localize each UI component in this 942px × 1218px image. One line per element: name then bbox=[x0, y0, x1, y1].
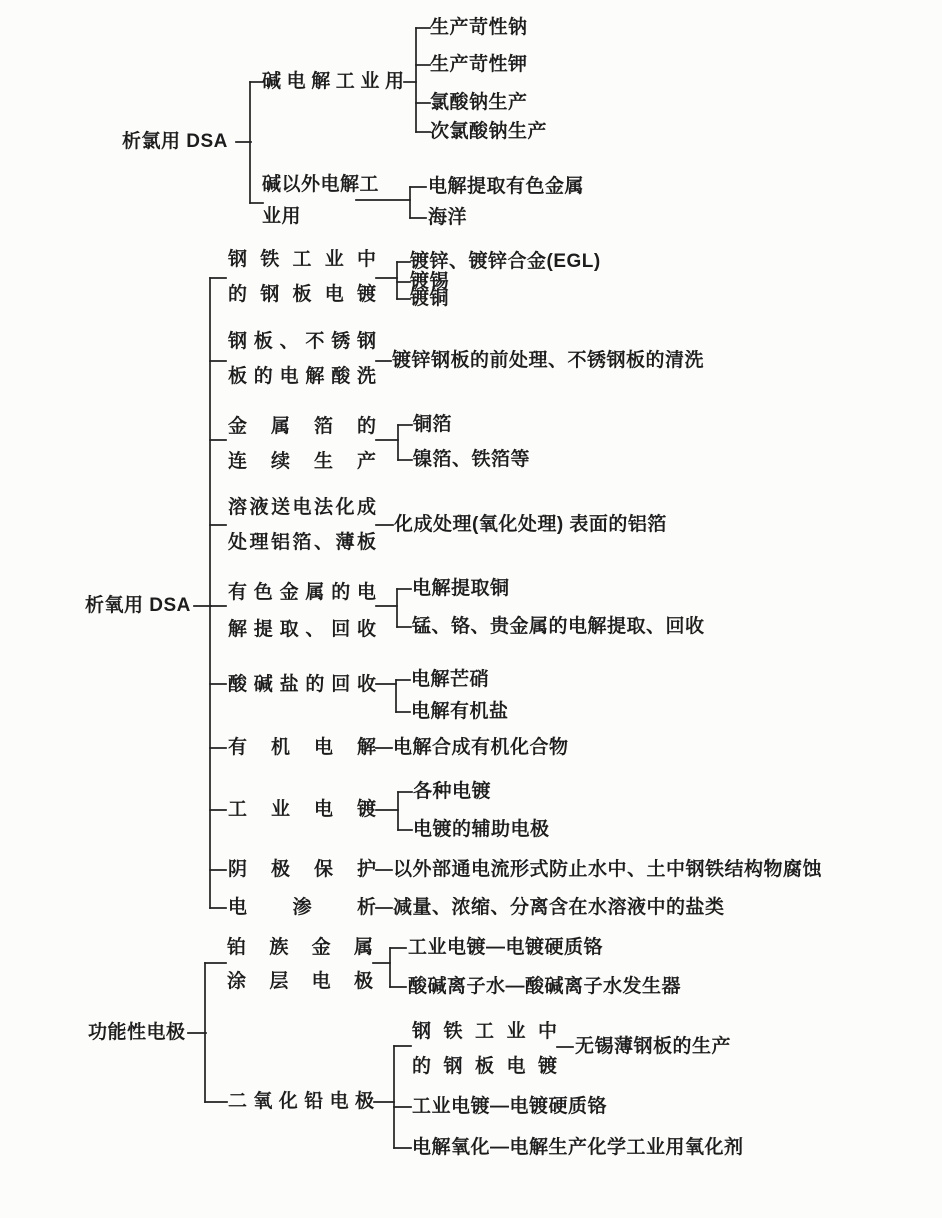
root-label-oxygen-dsa: 析氧用 DSA bbox=[85, 595, 191, 616]
leaf-organic-synthesis: 电解合成有机化合物 bbox=[393, 737, 569, 758]
leaf-nonferrous-extraction: 电解提取有色金属 bbox=[428, 176, 585, 197]
leaf-cathodic-protection-desc: 以外部通电流形式防止水中、土中钢铁结构物腐蚀 bbox=[393, 859, 823, 880]
leaf-organic-salt: 电解有机盐 bbox=[411, 701, 509, 722]
branch-label-non-alkali-line2: 业用 bbox=[262, 206, 302, 227]
leaf-pickling-desc: 镀锌钢板的前处理、不锈钢板的清洗 bbox=[392, 350, 705, 371]
leaf-galvanize-egl: 镀锌、镀锌合金(EGL) bbox=[410, 251, 601, 272]
branch-platinum-coating-line1: 铂族金属 bbox=[227, 937, 373, 958]
branch-steel-plating-line2: 的钢板电镀 bbox=[228, 284, 376, 305]
leaf-sodium-hypochlorite: 次氯酸钠生产 bbox=[430, 121, 548, 142]
branch-forming-line1: 溶液送电法化成 bbox=[228, 497, 376, 518]
leaf-tin-plating: 镀锡 bbox=[410, 271, 450, 292]
leaf-auxiliary-electrode: 电镀的辅助电极 bbox=[413, 819, 550, 840]
branch-electrodialysis: 电渗析 bbox=[228, 897, 376, 918]
leaf-ocean: 海洋 bbox=[428, 207, 468, 228]
branch-metal-foil-line2: 连续生产 bbox=[228, 451, 376, 472]
branch-metal-foil-line1: 金属箔的 bbox=[228, 416, 376, 437]
branch-forming-line2: 处理铝箔、薄板 bbox=[228, 532, 376, 553]
leaf-copper-plating: 镀铜 bbox=[410, 288, 450, 309]
leaf-glauber-salt: 电解芒硝 bbox=[411, 669, 490, 690]
branch-steel-plating-line1: 钢铁工业中 bbox=[228, 249, 376, 270]
sub-branch-steel-plating-line1: 钢铁工业中 bbox=[412, 1021, 557, 1042]
branch-nonferrous-line2: 解提取、回收 bbox=[228, 619, 376, 640]
leaf-mn-cr-precious: 锰、铬、贵金属的电解提取、回收 bbox=[412, 616, 705, 637]
branch-pickling-line2: 板的电解酸洗 bbox=[228, 366, 376, 387]
leaf-hard-chrome-plating: 工业电镀—电镀硬质铬 bbox=[408, 937, 604, 958]
branch-lead-dioxide-electrode: 二氧化铅电极 bbox=[228, 1091, 374, 1112]
branch-cathodic-protection: 阴极保护 bbox=[228, 859, 376, 880]
branch-nonferrous-line1: 有色金属的电 bbox=[228, 582, 376, 603]
leaf-various-plating: 各种电镀 bbox=[413, 781, 492, 802]
branch-industrial-plating: 工业电镀 bbox=[228, 799, 376, 820]
branch-organic-electrolysis: 有机电解 bbox=[228, 737, 376, 758]
root-label-chlorine-dsa: 析氯用 DSA bbox=[122, 131, 228, 152]
leaf-caustic-potash: 生产苛性钾 bbox=[430, 54, 528, 75]
leaf-hard-chrome-plating-2: 工业电镀—电镀硬质铬 bbox=[412, 1096, 608, 1117]
leaf-tin-free-steel: 无锡薄钢板的生产 bbox=[575, 1036, 732, 1057]
leaf-ion-water-generator: 酸碱离子水—酸碱离子水发生器 bbox=[408, 976, 682, 997]
leaf-electrolytic-oxidation: 电解氧化—电解生产化学工业用氧化剂 bbox=[412, 1137, 744, 1158]
root-label-functional-electrode: 功能性电极 bbox=[88, 1022, 186, 1043]
leaf-forming-desc: 化成处理(氧化处理) 表面的铝箔 bbox=[394, 514, 667, 535]
branch-salt-recovery: 酸碱盐的回收 bbox=[228, 674, 376, 695]
leaf-electrodialysis-desc: 减量、浓缩、分离含在水溶液中的盐类 bbox=[393, 897, 725, 918]
branch-label-alkali-electrolysis: 碱电解工业用 bbox=[262, 71, 404, 92]
leaf-caustic-soda: 生产苛性钠 bbox=[430, 17, 528, 38]
sub-branch-steel-plating-line2: 的钢板电镀 bbox=[412, 1056, 557, 1077]
branch-platinum-coating-line2: 涂层电极 bbox=[227, 971, 373, 992]
branch-label-non-alkali-line1: 碱以外电解工 bbox=[262, 174, 380, 195]
branch-pickling-line1: 钢板、不锈钢 bbox=[228, 331, 376, 352]
leaf-copper-foil: 铜箔 bbox=[413, 414, 453, 435]
leaf-copper-extraction: 电解提取铜 bbox=[412, 578, 510, 599]
leaf-nickel-iron-foil: 镍箔、铁箔等 bbox=[413, 449, 531, 470]
leaf-sodium-chlorate: 氯酸钠生产 bbox=[430, 92, 528, 113]
